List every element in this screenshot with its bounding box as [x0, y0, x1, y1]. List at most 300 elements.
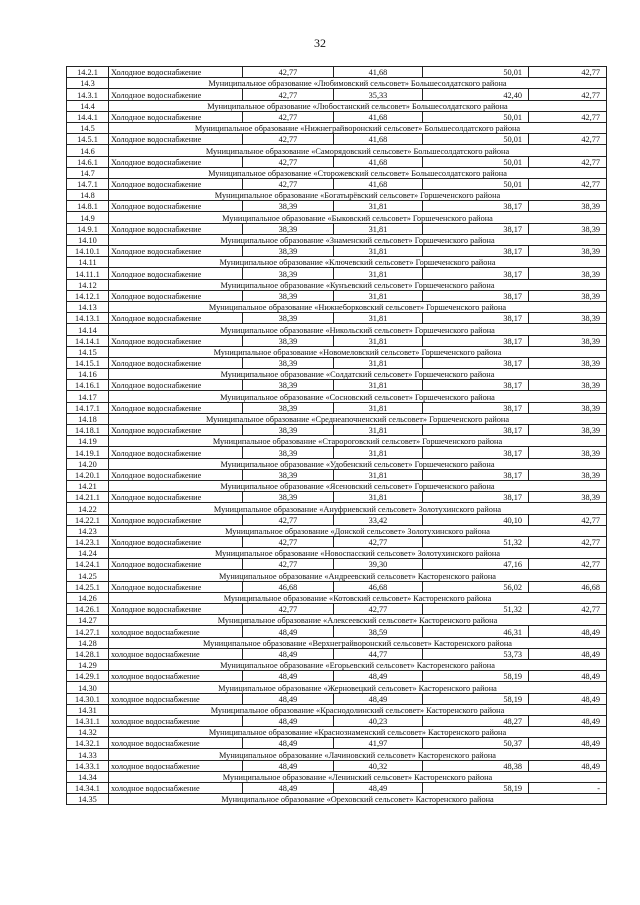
service-row	[67, 313, 607, 324]
service-row	[67, 67, 607, 78]
service-row	[67, 469, 607, 480]
municipality-name: Муниципальное образование «Никольский сельсовет» Горшеченского района	[109, 324, 607, 335]
tariff-value-4: 42,77	[529, 604, 607, 615]
tariff-value-4: 48,49	[529, 671, 607, 682]
municipality-row	[67, 615, 607, 626]
tariff-value-2: 44,77	[334, 648, 423, 659]
municipality-row	[67, 212, 607, 223]
municipality-name: Муниципальное образование «Среднеапочненский сельсовет» Горшеченского района	[109, 413, 607, 424]
service-row	[67, 89, 607, 100]
tariff-value-2: 41,97	[334, 738, 423, 749]
row-number: 14.30.1	[67, 693, 109, 704]
tariff-value-4: 38,39	[529, 313, 607, 324]
municipality-row	[67, 190, 607, 201]
row-number: 14.29.1	[67, 671, 109, 682]
tariff-value-3: 38,17	[423, 492, 529, 503]
service-row	[67, 604, 607, 615]
service-name: холодное водоснабжение	[109, 626, 243, 637]
tariff-value-2: 31,81	[334, 380, 423, 391]
row-number: 14.35	[67, 794, 109, 805]
tariff-value-3: 50,01	[423, 111, 529, 122]
service-row	[67, 738, 607, 749]
tariff-value-2: 42,77	[334, 536, 423, 547]
municipality-row	[67, 727, 607, 738]
tariff-value-1: 48,49	[243, 783, 334, 794]
tariff-value-4: 38,39	[529, 357, 607, 368]
tariff-value-3: 38,17	[423, 223, 529, 234]
tariff-value-4: 42,77	[529, 178, 607, 189]
row-number: 14.9.1	[67, 223, 109, 234]
service-row	[67, 156, 607, 167]
row-number: 14.25.1	[67, 581, 109, 592]
tariff-value-1: 38,39	[243, 357, 334, 368]
tariff-value-1: 38,39	[243, 425, 334, 436]
tariff-value-3: 40,10	[423, 514, 529, 525]
tariff-value-2: 41,68	[334, 178, 423, 189]
service-row	[67, 201, 607, 212]
tariff-value-1: 42,77	[243, 134, 334, 145]
tariff-value-1: 38,39	[243, 402, 334, 413]
tariff-value-3: 58,19	[423, 783, 529, 794]
service-name: Холодное водоснабжение	[109, 67, 243, 78]
row-number: 14.22	[67, 503, 109, 514]
tariff-value-3: 50,01	[423, 134, 529, 145]
tariff-value-3: 38,17	[423, 402, 529, 413]
municipality-name: Муниципальное образование «Новоспасский сельсовет» Золотухинского района	[109, 548, 607, 559]
tariff-value-3: 58,19	[423, 671, 529, 682]
municipality-name: Муниципальное образование «Саморядовский сельсовет» Большесолдатского района	[109, 145, 607, 156]
service-name: Холодное водоснабжение	[109, 111, 243, 122]
municipality-name: Муниципальное образование «Жерновецкий сельсовет» Касторенского района	[109, 682, 607, 693]
tariff-value-4: 48,49	[529, 648, 607, 659]
municipality-name: Муниципальное образование «Краснознаменский сельсовет» Касторенского района	[109, 727, 607, 738]
row-number: 14.34	[67, 771, 109, 782]
service-row	[67, 581, 607, 592]
tariff-value-3: 38,17	[423, 246, 529, 257]
row-number: 14.6.1	[67, 156, 109, 167]
tariff-value-2: 48,49	[334, 693, 423, 704]
tariff-value-1: 46,68	[243, 581, 334, 592]
service-row	[67, 335, 607, 346]
service-name: Холодное водоснабжение	[109, 178, 243, 189]
service-name: Холодное водоснабжение	[109, 134, 243, 145]
tariff-value-2: 31,81	[334, 447, 423, 458]
service-row	[67, 425, 607, 436]
service-row	[67, 514, 607, 525]
municipality-row	[67, 682, 607, 693]
municipality-name: Муниципальное образование «Удобенский сельсовет» Горшеченского района	[109, 458, 607, 469]
row-number: 14.13	[67, 301, 109, 312]
municipality-row	[67, 122, 607, 133]
tariff-value-4: 38,39	[529, 492, 607, 503]
row-number: 14.18	[67, 413, 109, 424]
row-number: 14.20	[67, 458, 109, 469]
tariff-value-3: 38,17	[423, 290, 529, 301]
tariff-value-4: 42,77	[529, 67, 607, 78]
tariff-value-2: 31,81	[334, 246, 423, 257]
municipality-row	[67, 279, 607, 290]
row-number: 14.8	[67, 190, 109, 201]
tariff-value-2: 40,32	[334, 760, 423, 771]
row-number: 14.26	[67, 592, 109, 603]
municipality-name: Муниципальное образование «Сосновский сельсовет» Горшеченского района	[109, 391, 607, 402]
row-number: 14.11.1	[67, 268, 109, 279]
municipality-name: Муниципальное образование «Краснодолинский сельсовет» Касторенского района	[109, 704, 607, 715]
tariff-value-2: 48,49	[334, 783, 423, 794]
tariff-table	[66, 66, 607, 805]
municipality-row	[67, 301, 607, 312]
service-name: Холодное водоснабжение	[109, 290, 243, 301]
municipality-row	[67, 458, 607, 469]
tariff-value-1: 38,39	[243, 246, 334, 257]
municipality-name: Муниципальное образование «Нижнеборковский сельсовет» Горшеченского района	[109, 301, 607, 312]
service-row	[67, 246, 607, 257]
row-number: 14.20.1	[67, 469, 109, 480]
service-name: Холодное водоснабжение	[109, 223, 243, 234]
row-number: 14.32	[67, 727, 109, 738]
service-name: холодное водоснабжение	[109, 715, 243, 726]
tariff-value-3: 48,38	[423, 760, 529, 771]
tariff-value-2: 31,81	[334, 357, 423, 368]
tariff-value-4: 42,77	[529, 89, 607, 100]
row-number: 14.13.1	[67, 313, 109, 324]
service-row	[67, 402, 607, 413]
service-row	[67, 671, 607, 682]
service-row	[67, 492, 607, 503]
service-name: Холодное водоснабжение	[109, 313, 243, 324]
tariff-value-4: 38,39	[529, 268, 607, 279]
tariff-value-2: 31,81	[334, 469, 423, 480]
tariff-value-3: 53,73	[423, 648, 529, 659]
tariff-value-2: 31,81	[334, 290, 423, 301]
municipality-row	[67, 480, 607, 491]
service-row	[67, 134, 607, 145]
municipality-row	[67, 749, 607, 760]
municipality-row	[67, 592, 607, 603]
tariff-value-2: 31,81	[334, 402, 423, 413]
tariff-value-2: 41,68	[334, 134, 423, 145]
service-row	[67, 626, 607, 637]
service-name: Холодное водоснабжение	[109, 604, 243, 615]
row-number: 14.27.1	[67, 626, 109, 637]
tariff-value-3: 38,17	[423, 469, 529, 480]
service-row	[67, 111, 607, 122]
service-row	[67, 648, 607, 659]
row-number: 14.25	[67, 570, 109, 581]
service-name: холодное водоснабжение	[109, 693, 243, 704]
row-number: 14.19.1	[67, 447, 109, 458]
service-row	[67, 693, 607, 704]
row-number: 14.17	[67, 391, 109, 402]
tariff-table-body	[67, 67, 607, 805]
tariff-value-4: 38,39	[529, 425, 607, 436]
municipality-row	[67, 324, 607, 335]
tariff-value-2: 31,81	[334, 492, 423, 503]
tariff-value-4: 48,49	[529, 715, 607, 726]
tariff-value-4: 38,39	[529, 402, 607, 413]
service-name: холодное водоснабжение	[109, 648, 243, 659]
municipality-row	[67, 369, 607, 380]
municipality-name: Муниципальное образование «Андреевский сельсовет» Касторенского района	[109, 570, 607, 581]
row-number: 14.30	[67, 682, 109, 693]
municipality-row	[67, 771, 607, 782]
municipality-name: Муниципальное образование «Егорьевский сельсовет» Касторенского района	[109, 659, 607, 670]
municipality-name: Муниципальное образование «Верхнеграйворонский сельсовет» Касторенского района	[109, 637, 607, 648]
row-number: 14.22.1	[67, 514, 109, 525]
row-number: 14.21.1	[67, 492, 109, 503]
row-number: 14.16.1	[67, 380, 109, 391]
tariff-value-2: 41,68	[334, 111, 423, 122]
tariff-value-2: 41,68	[334, 67, 423, 78]
tariff-value-1: 48,49	[243, 760, 334, 771]
row-number: 14.10.1	[67, 246, 109, 257]
service-row	[67, 268, 607, 279]
service-row	[67, 536, 607, 547]
tariff-value-4: 42,77	[529, 111, 607, 122]
service-name: Холодное водоснабжение	[109, 201, 243, 212]
tariff-value-2: 31,81	[334, 335, 423, 346]
row-number: 14.8.1	[67, 201, 109, 212]
tariff-value-2: 40,23	[334, 715, 423, 726]
tariff-value-3: 47,16	[423, 559, 529, 570]
tariff-value-2: 31,81	[334, 268, 423, 279]
service-name: Холодное водоснабжение	[109, 469, 243, 480]
page-number: 32	[314, 36, 326, 50]
municipality-name: Муниципальное образование «Любимовский сельсовет» Большесолдатского района	[109, 78, 607, 89]
tariff-value-4: 48,49	[529, 626, 607, 637]
municipality-name: Муниципальное образование «Знаменский сельсовет» Горшеченского района	[109, 234, 607, 245]
service-name: Холодное водоснабжение	[109, 246, 243, 257]
municipality-name: Муниципальное образование «Быковский сельсовет» Горшеченского района	[109, 212, 607, 223]
tariff-value-3: 38,17	[423, 268, 529, 279]
tariff-value-3: 38,17	[423, 447, 529, 458]
tariff-value-4: 42,77	[529, 156, 607, 167]
tariff-value-1: 42,77	[243, 67, 334, 78]
service-name: Холодное водоснабжение	[109, 89, 243, 100]
row-number: 14.28.1	[67, 648, 109, 659]
tariff-value-2: 42,77	[334, 604, 423, 615]
tariff-value-1: 38,39	[243, 469, 334, 480]
row-number: 14.31	[67, 704, 109, 715]
service-name: холодное водоснабжение	[109, 783, 243, 794]
tariff-value-3: 48,27	[423, 715, 529, 726]
row-number: 14.26.1	[67, 604, 109, 615]
tariff-value-1: 42,77	[243, 514, 334, 525]
tariff-value-3: 38,17	[423, 357, 529, 368]
row-number: 14.29	[67, 659, 109, 670]
tariff-value-4: 48,49	[529, 760, 607, 771]
municipality-name: Муниципальное образование «Ясеновский сельсовет» Горшеченского района	[109, 480, 607, 491]
row-number: 14.24.1	[67, 559, 109, 570]
tariff-value-1: 42,77	[243, 111, 334, 122]
tariff-value-1: 38,39	[243, 268, 334, 279]
municipality-name: Муниципальное образование «Алексеевский сельсовет» Касторенского района	[109, 615, 607, 626]
tariff-value-4: 38,39	[529, 335, 607, 346]
municipality-row	[67, 794, 607, 805]
tariff-value-4: 48,49	[529, 738, 607, 749]
tariff-value-1: 38,39	[243, 380, 334, 391]
tariff-value-3: 58,19	[423, 693, 529, 704]
municipality-row	[67, 637, 607, 648]
tariff-value-3: 56,02	[423, 581, 529, 592]
tariff-value-4: 38,39	[529, 201, 607, 212]
municipality-row	[67, 167, 607, 178]
row-number: 14.33.1	[67, 760, 109, 771]
tariff-value-1: 38,39	[243, 335, 334, 346]
municipality-row	[67, 100, 607, 111]
service-row	[67, 290, 607, 301]
tariff-value-1: 48,49	[243, 715, 334, 726]
service-row	[67, 783, 607, 794]
municipality-row	[67, 548, 607, 559]
service-name: Холодное водоснабжение	[109, 559, 243, 570]
row-number: 14.15.1	[67, 357, 109, 368]
municipality-name: Муниципальное образование «Нижнеграйворонский сельсовет» Большесолдатского района	[109, 122, 607, 133]
tariff-value-1: 42,77	[243, 178, 334, 189]
tariff-value-2: 46,68	[334, 581, 423, 592]
tariff-value-1: 48,49	[243, 738, 334, 749]
tariff-value-3: 38,17	[423, 335, 529, 346]
tariff-value-1: 38,39	[243, 290, 334, 301]
service-row	[67, 559, 607, 570]
service-row	[67, 178, 607, 189]
row-number: 14.23.1	[67, 536, 109, 547]
municipality-name: Муниципальное образование «Новомеловский сельсовет» Горшеченского района	[109, 346, 607, 357]
tariff-value-1: 48,49	[243, 626, 334, 637]
municipality-name: Муниципальное образование «Богатырёвский сельсовет» Горшеченского района	[109, 190, 607, 201]
row-number: 14.5	[67, 122, 109, 133]
tariff-value-1: 48,49	[243, 693, 334, 704]
service-name: Холодное водоснабжение	[109, 402, 243, 413]
tariff-value-4: 38,39	[529, 290, 607, 301]
tariff-value-4: 38,39	[529, 469, 607, 480]
row-number: 14.7	[67, 167, 109, 178]
service-row	[67, 715, 607, 726]
tariff-value-1: 38,39	[243, 447, 334, 458]
tariff-value-1: 48,49	[243, 648, 334, 659]
municipality-name: Муниципальное образование «Старороговский сельсовет» Горшеченского района	[109, 436, 607, 447]
tariff-value-3: 46,31	[423, 626, 529, 637]
row-number: 14.11	[67, 257, 109, 268]
row-number: 14.4.1	[67, 111, 109, 122]
service-row	[67, 760, 607, 771]
tariff-value-3: 51,32	[423, 604, 529, 615]
tariff-value-3: 38,17	[423, 425, 529, 436]
municipality-row	[67, 659, 607, 670]
service-name: холодное водоснабжение	[109, 760, 243, 771]
tariff-value-2: 48,49	[334, 671, 423, 682]
municipality-row	[67, 503, 607, 514]
municipality-row	[67, 525, 607, 536]
municipality-name: Муниципальное образование «Котовский сельсовет» Касторенского района	[109, 592, 607, 603]
row-number: 14.33	[67, 749, 109, 760]
tariff-value-1: 42,77	[243, 559, 334, 570]
service-name: Холодное водоснабжение	[109, 156, 243, 167]
service-name: Холодное водоснабжение	[109, 581, 243, 592]
tariff-value-2: 31,81	[334, 425, 423, 436]
row-number: 14.19	[67, 436, 109, 447]
row-number: 14.10	[67, 234, 109, 245]
tariff-value-2: 39,30	[334, 559, 423, 570]
row-number: 14.4	[67, 100, 109, 111]
service-name: Холодное водоснабжение	[109, 447, 243, 458]
municipality-name: Муниципальное образование «Кунъевский сельсовет» Горшеченского района	[109, 279, 607, 290]
row-number: 14.18.1	[67, 425, 109, 436]
municipality-row	[67, 234, 607, 245]
municipality-row	[67, 704, 607, 715]
service-name: Холодное водоснабжение	[109, 536, 243, 547]
municipality-name: Муниципальное образование «Ленинский сельсовет» Касторенского района	[109, 771, 607, 782]
tariff-value-2: 41,68	[334, 156, 423, 167]
tariff-value-1: 38,39	[243, 223, 334, 234]
municipality-row	[67, 570, 607, 581]
row-number: 14.6	[67, 145, 109, 156]
tariff-value-4: 48,49	[529, 693, 607, 704]
row-number: 14.16	[67, 369, 109, 380]
row-number: 14.3	[67, 78, 109, 89]
tariff-value-2: 35,33	[334, 89, 423, 100]
tariff-value-3: 51,32	[423, 536, 529, 547]
tariff-value-1: 48,49	[243, 671, 334, 682]
municipality-row	[67, 145, 607, 156]
tariff-value-3: 50,37	[423, 738, 529, 749]
tariff-value-2: 38,59	[334, 626, 423, 637]
service-name: Холодное водоснабжение	[109, 425, 243, 436]
tariff-value-2: 31,81	[334, 201, 423, 212]
service-row	[67, 380, 607, 391]
row-number: 14.7.1	[67, 178, 109, 189]
municipality-row	[67, 391, 607, 402]
service-row	[67, 223, 607, 234]
service-name: Холодное водоснабжение	[109, 357, 243, 368]
row-number: 14.28	[67, 637, 109, 648]
tariff-value-1: 42,77	[243, 604, 334, 615]
tariff-value-3: 38,17	[423, 313, 529, 324]
service-row	[67, 447, 607, 458]
tariff-value-4: -	[529, 783, 607, 794]
row-number: 14.27	[67, 615, 109, 626]
row-number: 14.14.1	[67, 335, 109, 346]
service-name: холодное водоснабжение	[109, 738, 243, 749]
municipality-name: Муниципальное образование «Донской сельсовет» Золотухинского района	[109, 525, 607, 536]
service-name: Холодное водоснабжение	[109, 335, 243, 346]
tariff-value-4: 42,77	[529, 134, 607, 145]
row-number: 14.12	[67, 279, 109, 290]
municipality-name: Муниципальное образование «Ключевский сельсовет» Горшеченского района	[109, 257, 607, 268]
municipality-name: Муниципальное образование «Ореховский сельсовет» Касторенского района	[109, 794, 607, 805]
tariff-value-4: 42,77	[529, 536, 607, 547]
tariff-value-1: 42,77	[243, 536, 334, 547]
row-number: 14.3.1	[67, 89, 109, 100]
service-name: Холодное водоснабжение	[109, 380, 243, 391]
tariff-value-3: 50,01	[423, 156, 529, 167]
municipality-name: Муниципальное образование «Солдатский сельсовет» Горшеченского района	[109, 369, 607, 380]
row-number: 14.9	[67, 212, 109, 223]
tariff-value-4: 42,77	[529, 514, 607, 525]
service-name: Холодное водоснабжение	[109, 492, 243, 503]
row-number: 14.5.1	[67, 134, 109, 145]
tariff-value-1: 42,77	[243, 156, 334, 167]
municipality-name: Муниципальное образование «Ануфриевский сельсовет» Золотухинского района	[109, 503, 607, 514]
municipality-name: Муниципальное образование «Сторожевский сельсовет» Большесолдатского района	[109, 167, 607, 178]
tariff-value-1: 38,39	[243, 313, 334, 324]
tariff-value-2: 33,42	[334, 514, 423, 525]
municipality-name: Муниципальное образование «Любостанский сельсовет» Большесолдатского района	[109, 100, 607, 111]
row-number: 14.14	[67, 324, 109, 335]
tariff-value-4: 42,77	[529, 559, 607, 570]
row-number: 14.17.1	[67, 402, 109, 413]
service-name: холодное водоснабжение	[109, 671, 243, 682]
